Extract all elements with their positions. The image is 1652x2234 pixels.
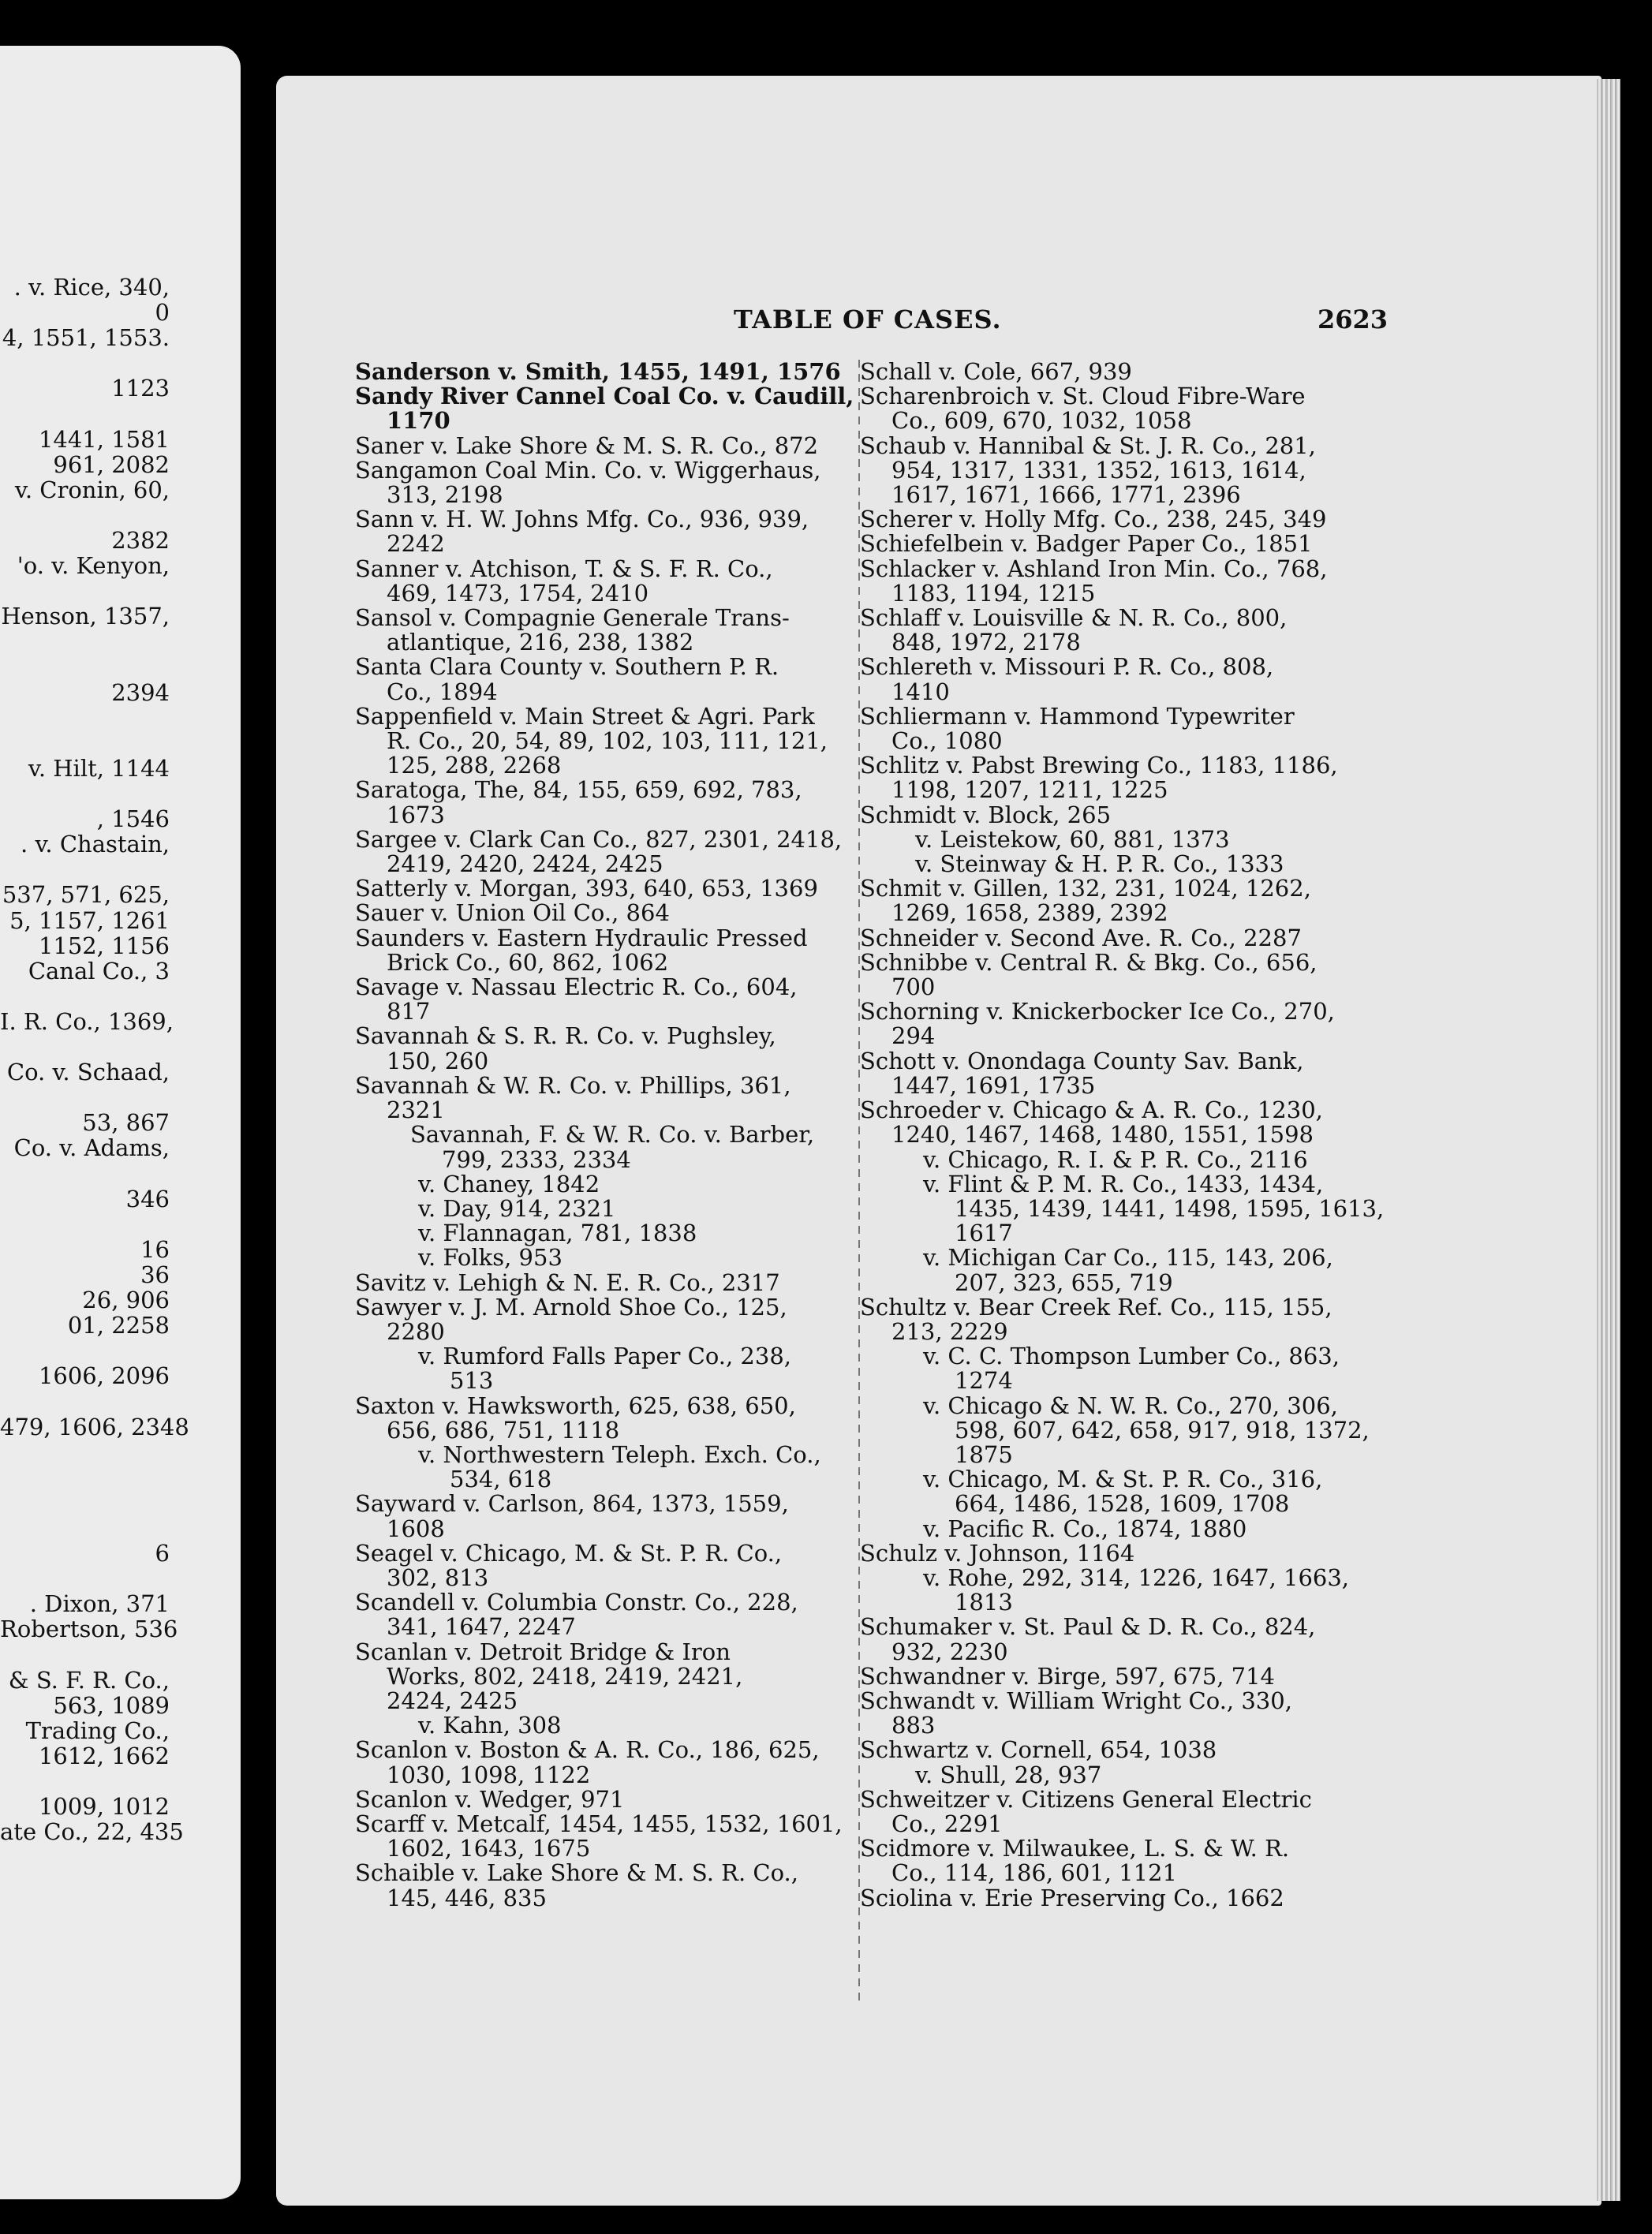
case-name: Saner v. Lake Shore & M. S. R. Co., 872 xyxy=(355,431,819,459)
case-continuation: 125, 288, 2268 xyxy=(387,752,562,779)
case-continuation: 848, 1972, 2178 xyxy=(891,629,1081,656)
case-name: Schwandt v. William Wright Co., 330, xyxy=(860,1687,1292,1714)
case-name: Schwandner v. Birge, 597, 675, 714 xyxy=(860,1662,1275,1690)
case-continuation: 954, 1317, 1331, 1352, 1613, 1614, xyxy=(891,456,1306,484)
fragment-line: 6 xyxy=(155,1540,170,1567)
fragment-line: Henson, 1357, xyxy=(1,603,170,630)
case-continuation: Brick Co., 60, 862, 1062 xyxy=(387,948,669,976)
case-continuation: 664, 1486, 1528, 1609, 1708 xyxy=(955,1490,1290,1518)
case-name: v. Chicago, M. & St. P. R. Co., 316, xyxy=(923,1466,1323,1493)
case-continuation: 1813 xyxy=(955,1589,1013,1616)
case-continuation: 1435, 1439, 1441, 1498, 1595, 1613, xyxy=(955,1194,1385,1222)
case-name: Sargee v. Clark Can Co., 827, 2301, 2418, xyxy=(355,825,843,853)
case-continuation: Co., 2291 xyxy=(891,1810,1003,1837)
case-name: Sansol v. Compagnie Generale Trans- xyxy=(355,604,790,632)
case-name: Saratoga, The, 84, 155, 659, 692, 783, xyxy=(355,776,802,804)
case-entry xyxy=(860,1738,1365,1762)
fragment-line: 563, 1089 xyxy=(53,1691,170,1719)
case-continuation: 2280 xyxy=(387,1317,445,1345)
case-name: Scharenbroich v. St. Cloud Fibre-Ware xyxy=(860,383,1306,410)
fragment-line: . v. Rice, 340, xyxy=(13,274,170,301)
fragment-line: v. Cronin, 60, xyxy=(14,476,170,503)
case-name: v. Folks, 953 xyxy=(418,1244,563,1272)
fragment-line: Robertson, 536 xyxy=(0,1616,178,1643)
case-continuation: 213, 2229 xyxy=(891,1317,1008,1345)
fragment-line: Co. v. Adams, xyxy=(13,1134,170,1162)
case-continuation: 598, 607, 642, 658, 917, 918, 1372, xyxy=(955,1416,1370,1444)
case-continuation: 1030, 1098, 1122 xyxy=(387,1761,591,1788)
case-entry xyxy=(860,507,1365,532)
fragment-line: 5, 1157, 1261 xyxy=(9,906,170,934)
case-name: Schlereth v. Missouri P. R. Co., 808, xyxy=(860,653,1274,681)
case-name: Schaub v. Hannibal & St. J. R. Co., 281, xyxy=(860,431,1316,459)
fragment-line: 0 xyxy=(155,299,170,327)
case-continuation: 883 xyxy=(891,1712,936,1739)
case-continuation: 1410 xyxy=(891,678,950,705)
case-name: Scidmore v. Milwaukee, L. S. & W. R. xyxy=(860,1835,1290,1862)
case-name: Scandell v. Columbia Constr. Co., 228, xyxy=(355,1589,798,1616)
case-name: v. Rumford Falls Paper Co., 238, xyxy=(418,1343,791,1370)
case-name: v. Chicago, R. I. & P. R. Co., 2116 xyxy=(923,1145,1308,1173)
case-name: Savitz v. Lehigh & N. E. R. Co., 2317 xyxy=(355,1268,780,1296)
fragment-line: 'o. v. Kenyon, xyxy=(17,552,170,580)
fragment-line: Canal Co., 3 xyxy=(28,957,170,984)
case-continuation: 2424, 2425 xyxy=(387,1687,518,1714)
case-entry xyxy=(860,1763,1365,1788)
case-entry xyxy=(860,1170,1385,1247)
fragment-line: 1606, 2096 xyxy=(38,1362,170,1390)
fragment-line: v. Hilt, 1144 xyxy=(28,754,170,782)
case-continuation: 294 xyxy=(891,1022,936,1050)
fragment-line: , 1546 xyxy=(96,805,170,833)
case-name: Sayward v. Carlson, 864, 1373, 1559, xyxy=(355,1490,789,1518)
case-name: Scherer v. Holly Mfg. Co., 238, 245, 349 xyxy=(860,506,1327,533)
case-entry xyxy=(860,655,1365,704)
case-name: Schwartz v. Cornell, 654, 1038 xyxy=(860,1736,1217,1764)
case-name: Schulz v. Johnson, 1164 xyxy=(860,1539,1135,1567)
case-entry xyxy=(860,876,1365,925)
fragment-line: 2394 xyxy=(111,678,170,706)
fragment-line: Co. v. Schaad, xyxy=(6,1059,170,1086)
case-entry xyxy=(860,1467,1365,1516)
case-continuation: 534, 618 xyxy=(450,1466,552,1493)
case-entry xyxy=(860,827,1365,852)
fragment-line: . v. Chastain, xyxy=(21,831,170,858)
case-entry xyxy=(860,532,1365,556)
case-name: Santa Clara County v. Southern P. R. xyxy=(355,653,779,681)
case-name: Savannah & W. R. Co. v. Phillips, 361, xyxy=(355,1071,791,1099)
case-continuation: 1170 xyxy=(387,407,450,435)
case-name: Scanlon v. Wedger, 971 xyxy=(355,1785,625,1813)
case-name: Scanlan v. Detroit Bridge & Iron xyxy=(355,1638,731,1665)
case-name: Satterly v. Morgan, 393, 640, 653, 1369 xyxy=(355,875,818,902)
case-entry xyxy=(860,1098,1365,1147)
book-page xyxy=(276,76,1602,2206)
fragment-line: 1152, 1156 xyxy=(38,932,170,959)
case-name: v. Michigan Car Co., 115, 143, 206, xyxy=(923,1244,1333,1272)
case-name: Sann v. H. W. Johns Mfg. Co., 936, 939, xyxy=(355,506,809,533)
case-name: Schroeder v. Chicago & A. R. Co., 1230, xyxy=(860,1096,1323,1124)
case-continuation: 145, 446, 835 xyxy=(387,1884,547,1911)
case-name: Schweitzer v. Citizens General Electric xyxy=(860,1785,1312,1813)
case-name: Schaible v. Lake Shore & M. S. R. Co., xyxy=(355,1859,798,1887)
case-name: Schlacker v. Ashland Iron Min. Co., 768, xyxy=(860,555,1328,582)
case-continuation: Co., 609, 670, 1032, 1058 xyxy=(891,407,1192,435)
case-continuation: 302, 813 xyxy=(387,1563,489,1591)
case-name: Schnibbe v. Central R. & Bkg. Co., 656, xyxy=(860,948,1317,976)
case-continuation: 1875 xyxy=(955,1440,1013,1468)
case-name: Schmidt v. Block, 265 xyxy=(860,801,1112,828)
case-name: Schliermann v. Hammond Typewriter xyxy=(860,702,1295,730)
case-entry xyxy=(860,999,1365,1048)
case-name: Savage v. Nassau Electric R. Co., 604, xyxy=(355,973,798,1001)
case-continuation: 1602, 1643, 1675 xyxy=(387,1835,591,1862)
case-continuation: Works, 802, 2418, 2419, 2421, xyxy=(387,1662,743,1690)
case-entry xyxy=(860,704,1365,753)
fragment-line: & S. F. R. Co., xyxy=(8,1666,170,1694)
case-name: Sandy River Cannel Coal Co. v. Caudill, xyxy=(355,383,854,410)
case-name: Sciolina v. Erie Preserving Co., 1662 xyxy=(860,1884,1284,1911)
case-entry xyxy=(860,948,1365,1001)
case-continuation: 2242 xyxy=(387,530,445,558)
fragment-line: Trading Co., xyxy=(25,1717,170,1744)
case-entry xyxy=(860,1295,1365,1344)
case-entry xyxy=(860,360,1365,384)
case-entry xyxy=(860,1541,1365,1566)
case-name: Sangamon Coal Min. Co. v. Wiggerhaus, xyxy=(355,456,821,484)
case-entry xyxy=(860,1886,1365,1911)
case-continuation: 799, 2333, 2334 xyxy=(442,1145,631,1173)
case-continuation: 700 xyxy=(891,973,936,1001)
case-name: v. Steinway & H. P. R. Co., 1333 xyxy=(915,850,1284,878)
case-entry xyxy=(860,1689,1365,1738)
case-continuation: 207, 323, 655, 719 xyxy=(955,1268,1173,1296)
page-edge xyxy=(1597,79,1620,2201)
case-name: v. C. C. Thompson Lumber Co., 863, xyxy=(923,1343,1340,1370)
case-continuation: 656, 686, 751, 1118 xyxy=(387,1416,620,1444)
case-entry xyxy=(860,1246,1365,1294)
fragment-line: 36 xyxy=(140,1261,170,1288)
fragment-line: 1612, 1662 xyxy=(38,1742,170,1769)
case-name: v. Day, 914, 2321 xyxy=(418,1194,616,1222)
facing-page-fragment xyxy=(0,46,241,2199)
case-continuation: 313, 2198 xyxy=(387,481,503,509)
case-entry xyxy=(860,852,1365,876)
case-continuation: 150, 260 xyxy=(387,1047,489,1074)
case-entry xyxy=(860,1517,1365,1541)
fragment-line: ate Co., 22, 435 xyxy=(0,1818,184,1846)
fragment-line: . Dixon, 371 xyxy=(29,1590,170,1618)
case-name: Schall v. Cole, 667, 939 xyxy=(860,358,1132,385)
case-name: v. Pacific R. Co., 1874, 1880 xyxy=(923,1515,1247,1542)
case-entry xyxy=(860,557,1365,606)
case-continuation: 1673 xyxy=(387,801,445,828)
case-name: v. Flannagan, 781, 1838 xyxy=(418,1220,697,1247)
fragment-line: 1123 xyxy=(111,375,170,402)
case-name: v. Northwestern Teleph. Exch. Co., xyxy=(418,1440,821,1468)
case-entry xyxy=(860,1785,1365,1837)
case-name: Scarff v. Metcalf, 1454, 1455, 1532, 1601, xyxy=(355,1810,843,1837)
case-entry xyxy=(860,753,1365,802)
fragment-line: 2382 xyxy=(111,527,170,554)
case-entry xyxy=(860,1615,1365,1664)
case-continuation: 2321 xyxy=(387,1096,445,1124)
fragment-line: 1441, 1581 xyxy=(38,425,170,453)
case-name: v. Chicago & N. W. R. Co., 270, 306, xyxy=(923,1392,1338,1419)
case-entry xyxy=(860,1836,1365,1885)
case-continuation: Co., 114, 186, 601, 1121 xyxy=(891,1859,1177,1887)
case-name: v. Kahn, 308 xyxy=(418,1712,562,1739)
case-continuation: Co., 1894 xyxy=(387,678,498,705)
case-name: Sanderson v. Smith, 1455, 1491, 1576 xyxy=(355,358,841,385)
case-continuation: 1617, 1671, 1666, 1771, 2396 xyxy=(891,481,1241,509)
case-continuation: 1617 xyxy=(955,1220,1013,1247)
case-entry xyxy=(860,803,1365,827)
case-name: Schott v. Onondaga County Sav. Bank, xyxy=(860,1047,1304,1074)
case-entry xyxy=(860,431,1365,509)
case-name: Schmit v. Gillen, 132, 231, 1024, 1262, xyxy=(860,875,1311,902)
fragment-line: 53, 867 xyxy=(82,1109,170,1137)
case-name: Savannah & S. R. R. Co. v. Pughsley, xyxy=(355,1022,776,1050)
fragment-line: 4, 1551, 1553. xyxy=(2,324,170,352)
fragment-line: 537, 571, 625, xyxy=(2,881,170,909)
case-name: Schlitz v. Pabst Brewing Co., 1183, 1186, xyxy=(860,752,1338,779)
running-title: TABLE OF CASES. xyxy=(734,304,1002,334)
case-continuation: 817 xyxy=(387,998,431,1025)
case-name: Sauer v. Union Oil Co., 864 xyxy=(355,899,670,927)
case-continuation: 341, 1647, 2247 xyxy=(387,1613,576,1641)
case-continuation: atlantique, 216, 238, 1382 xyxy=(387,629,694,656)
fragment-line: 16 xyxy=(140,1235,170,1263)
case-continuation: 469, 1473, 1754, 2410 xyxy=(387,579,649,607)
case-name: v. Rohe, 292, 314, 1226, 1647, 1663, xyxy=(923,1563,1350,1591)
case-name: Scanlon v. Boston & A. R. Co., 186, 625, xyxy=(355,1736,820,1764)
case-entry xyxy=(860,1145,1365,1173)
case-name: Schumaker v. St. Paul & D. R. Co., 824, xyxy=(860,1613,1316,1641)
case-name: Schultz v. Bear Creek Ref. Co., 115, 155, xyxy=(860,1293,1332,1321)
case-entry xyxy=(860,1664,1365,1689)
case-entry xyxy=(860,606,1365,655)
case-continuation: 1274 xyxy=(955,1367,1013,1395)
case-name: Saunders v. Eastern Hydraulic Pressed xyxy=(355,924,808,951)
case-entry xyxy=(860,384,1365,433)
page-number: 2623 xyxy=(1317,304,1389,334)
case-continuation: 513 xyxy=(450,1367,494,1395)
case-name: Schiefelbein v. Badger Paper Co., 1851 xyxy=(860,530,1313,558)
case-continuation: 1198, 1207, 1211, 1225 xyxy=(891,776,1168,804)
case-name: Sappenfield v. Main Street & Agri. Park xyxy=(355,702,815,730)
case-name: Schlaff v. Louisville & N. R. Co., 800, xyxy=(860,604,1288,632)
case-name: v. Shull, 28, 937 xyxy=(915,1761,1102,1788)
case-continuation: 1608 xyxy=(387,1515,445,1542)
page-header xyxy=(276,304,1602,336)
case-continuation: 932, 2230 xyxy=(891,1638,1008,1665)
case-name: v. Leistekow, 60, 881, 1373 xyxy=(915,825,1230,853)
fragment-line: 26, 906 xyxy=(82,1287,170,1313)
case-entry xyxy=(860,1344,1365,1393)
case-name: Saxton v. Hawksworth, 625, 638, 650, xyxy=(355,1392,796,1419)
fragment-line: I. R. Co., 1369, xyxy=(0,1007,174,1035)
fragment-line: 346 xyxy=(125,1185,170,1212)
case-continuation: 1183, 1194, 1215 xyxy=(891,579,1096,607)
case-continuation: Co., 1080 xyxy=(891,727,1003,755)
case-continuation: 2419, 2420, 2424, 2425 xyxy=(387,850,663,878)
fragment-line: 961, 2082 xyxy=(53,450,170,478)
case-name: Sanner v. Atchison, T. & S. F. R. Co., xyxy=(355,555,773,582)
case-entry xyxy=(860,1563,1365,1616)
case-entry xyxy=(860,1392,1370,1468)
case-name: v. Chaney, 1842 xyxy=(418,1170,600,1197)
case-name: Seagel v. Chicago, M. & St. P. R. Co., xyxy=(355,1539,783,1567)
case-continuation: 1240, 1467, 1468, 1480, 1551, 1598 xyxy=(891,1121,1314,1149)
case-name: v. Flint & P. M. R. Co., 1433, 1434, xyxy=(923,1170,1324,1197)
fragment-line: 1009, 1012 xyxy=(38,1793,170,1820)
right-column xyxy=(860,358,1385,1911)
case-name: Savannah, F. & W. R. Co. v. Barber, xyxy=(410,1121,815,1149)
case-entry xyxy=(860,926,1365,951)
case-continuation: 1269, 1658, 2389, 2392 xyxy=(891,899,1168,927)
case-name: Sawyer v. J. M. Arnold Shoe Co., 125, xyxy=(355,1293,787,1321)
case-entry xyxy=(860,1049,1365,1098)
case-name: Schorning v. Knickerbocker Ice Co., 270, xyxy=(860,998,1335,1025)
case-name: Schneider v. Second Ave. R. Co., 2287 xyxy=(860,924,1302,951)
fragment-line: 01, 2258 xyxy=(67,1312,170,1339)
case-continuation: R. Co., 20, 54, 89, 102, 103, 111, 121, xyxy=(387,727,828,755)
case-continuation: 1447, 1691, 1735 xyxy=(891,1071,1096,1099)
fragment-line: 479, 1606, 2348 xyxy=(0,1413,189,1440)
